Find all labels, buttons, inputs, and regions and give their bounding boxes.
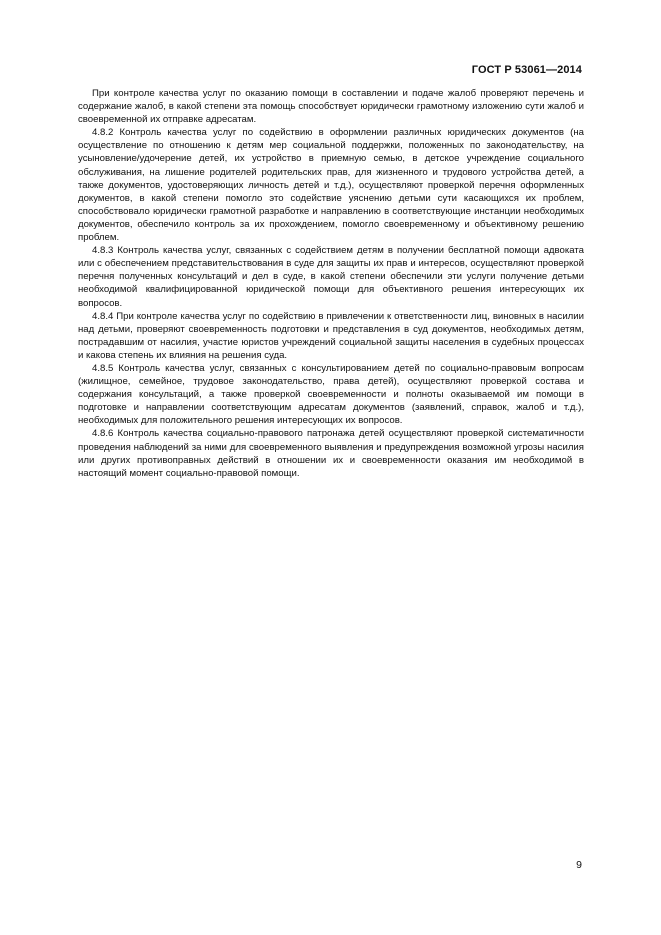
paragraph-4-8-4: 4.8.4 При контроле качества услуг по содействию в привлечении к ответственности лиц, виновных в насилии над детьми, проверяют своевременность подготовки и представления в суд документов, необходимых детям, пострадавшим от насилия, участие юристов учреждений социальной защиты населения в судебных процессах и какова степень их влияния на решения суда.	[78, 310, 584, 361]
paragraph-4-8-3: 4.8.3 Контроль качества услуг, связанных с содействием детям в получении бесплатной помощи адвоката или с обеспечением представительствования в суде для защиты их прав и интересов, осуществляют проверкой перечня полученных консультаций и дел в суде, в какой степени обеспечили эти услуги получение детьми необходимой квалифицированной юридической помощи для объективного решения интересующих их вопросов.	[78, 245, 584, 309]
paragraph-4-8-5: 4.8.5 Контроль качества услуг, связанных с консультированием детей по социально-правовым вопросам (жилищное, семейное, трудовое законодательство, права детей), осуществляют проверкой состава и содержания консультаций, а также проверкой своевременности и полноты оказываемой им помощи в подготовке и направлении соответствующим адресатам документов (заявлений, справок, жалоб и т.д.), необходимых для положительного решения интересующих их вопросов.	[78, 362, 584, 427]
paragraph-complaints: При контроле качества услуг по оказанию помощи в составлении и подаче жалоб проверяют перечень и содержание жалоб, в какой степени эта помощь способствует юридически грамотному изложению сути жалоб и своевременной их отправке адресатам.	[78, 88, 584, 126]
paragraph-4-8-2: 4.8.2 Контроль качества услуг по содействию в оформлении различных юридических документов (на осуществление по отношению к детям мер социальной поддержки, положенных по законодательству, на усыновление/удочерение детей, их устройство в приемную семью, в детское учреждение социального обслуживания, на лишение родителей родительских прав, для жизненного и трудового устройства детей, а также документов, удостоверяющих личность детей и т.д.), осуществляют проверкой перечня оформленных документов, в какой степени помогло это содействие уяснению детьми сути касающихся их проблем, способствовало юридически грамотной разработке и направлению в соответствующие инстанции необходимых документов, обеспечило контроль за их прохождением, помогло своевременному и объективному решению проблем.	[78, 127, 584, 244]
document-body	[78, 87, 584, 480]
document-header: ГОСТ Р 53061—2014	[471, 64, 582, 76]
paragraph-4-8-6: 4.8.6 Контроль качества социально-правового патронажа детей осуществляют проверкой систематичности проведения наблюдений за ними для своевременного выявления и предупреждения возможной угрозы насилия или других противоправных действий в отношении их и своевременности оказания им необходимой в настоящий момент социально-правовой помощи.	[78, 428, 584, 479]
page-number: 9	[576, 859, 582, 871]
